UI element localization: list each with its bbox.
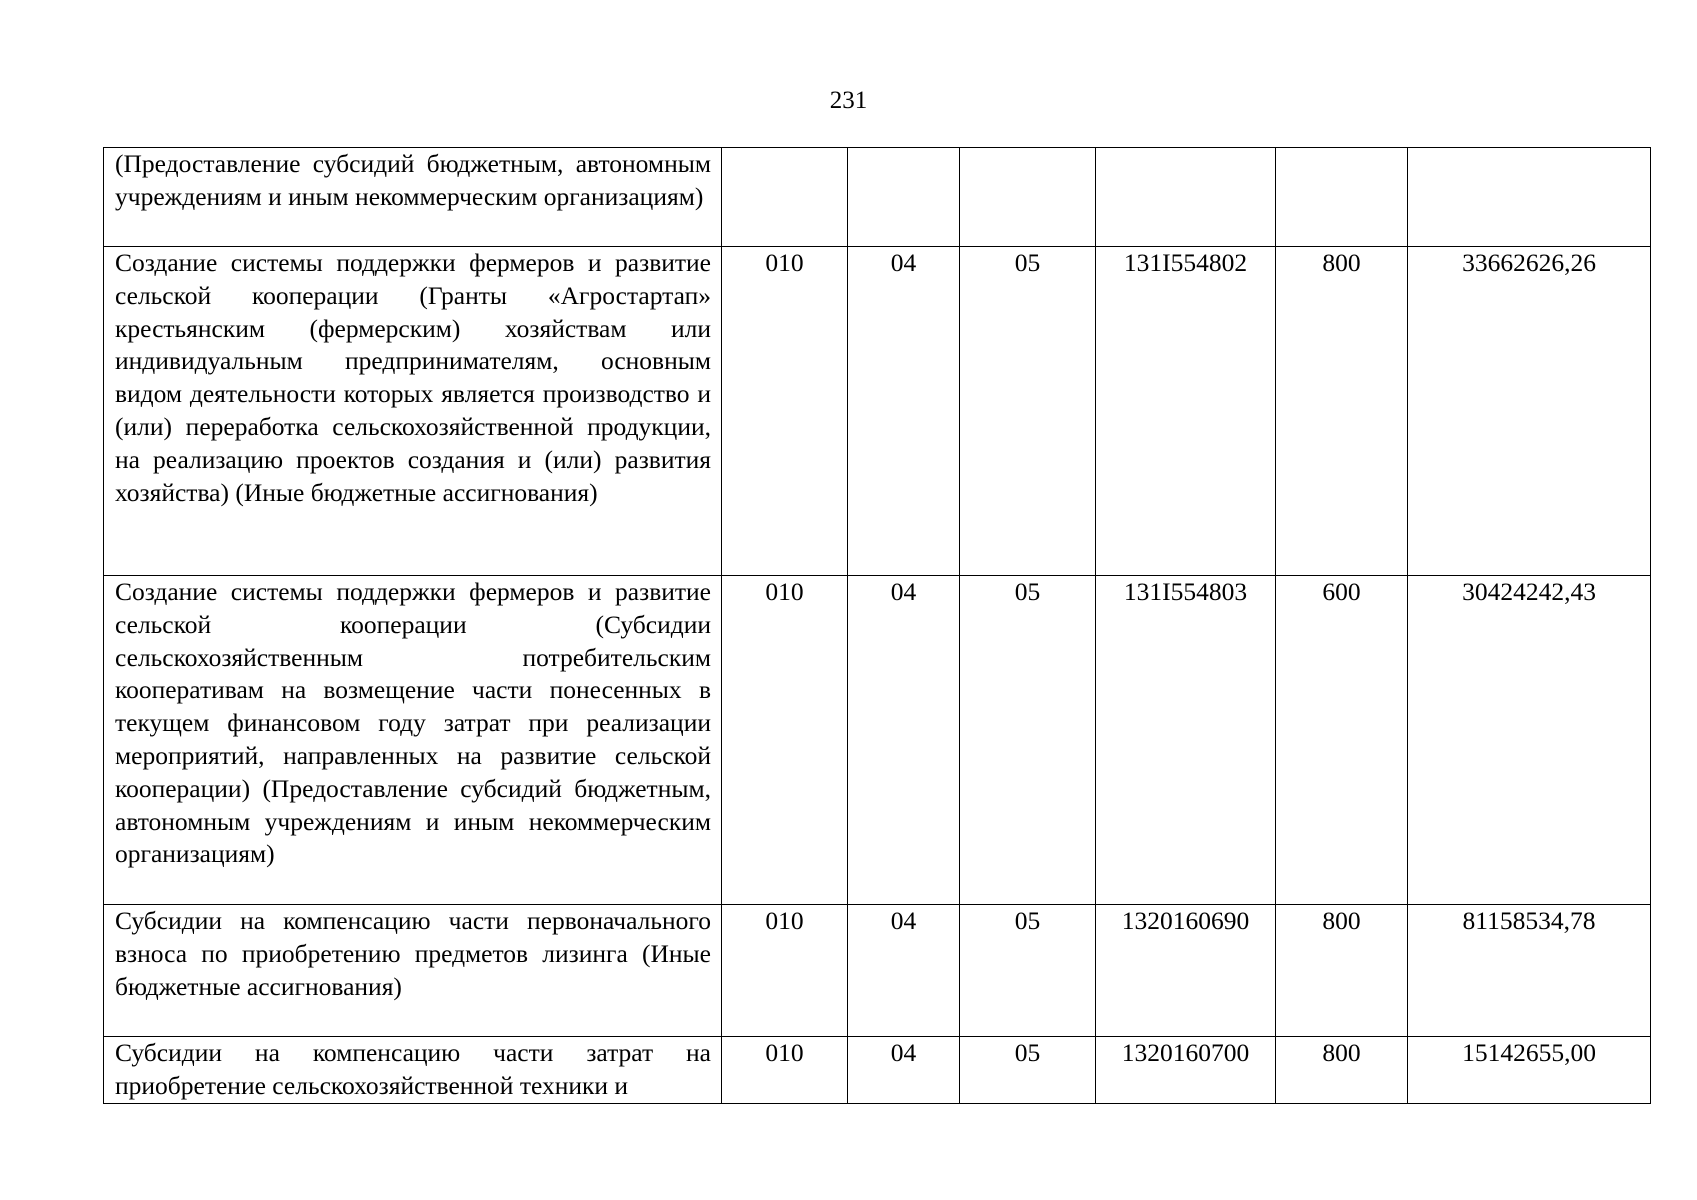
- target-article-cell: 1320160690: [1096, 905, 1276, 1037]
- subsection-code-cell: 05: [960, 247, 1096, 576]
- amount-cell: 15142655,00: [1408, 1037, 1651, 1104]
- amount-cell: 33662626,26: [1408, 247, 1651, 576]
- table-row: [104, 148, 1651, 247]
- section-code-cell: [848, 148, 960, 247]
- ministry-code-cell: 010: [722, 905, 848, 1037]
- description-cell: Создание системы поддержки фермеров и развитие сельской кооперации (Гранты «Агростартап» крестьянским (фермерским) хозяйствам или индивидуальным предпринимателям, основным видом деятельности которых является производство и (или) переработка сельскохозяйственной продукции, на реализацию проектов создания и (или) развития хозяйства) (Иные бюджетные ассигнования): [104, 247, 722, 576]
- ministry-code-cell: 010: [722, 247, 848, 576]
- subsection-code-cell: 05: [960, 576, 1096, 905]
- description-cell: (Предоставление субсидий бюджетным, автономным учреждениям и иным некоммерческим организациям): [104, 148, 722, 247]
- amount-cell: 30424242,43: [1408, 576, 1651, 905]
- amount-cell: 81158534,78: [1408, 905, 1651, 1037]
- table-row: [104, 247, 1651, 576]
- description-cell: Субсидии на компенсацию части затрат на приобретение сельскохозяйственной техники и: [104, 1037, 722, 1104]
- section-code-cell: 04: [848, 905, 960, 1037]
- amount-cell: [1408, 148, 1651, 247]
- ministry-code-cell: 010: [722, 576, 848, 905]
- ministry-code-cell: 010: [722, 1037, 848, 1104]
- section-code-cell: 04: [848, 1037, 960, 1104]
- target-article-cell: 131I554802: [1096, 247, 1276, 576]
- expense-type-cell: 800: [1276, 247, 1408, 576]
- expense-type-cell: [1276, 148, 1408, 247]
- target-article-cell: 1320160700: [1096, 1037, 1276, 1104]
- subsection-code-cell: [960, 148, 1096, 247]
- target-article-cell: [1096, 148, 1276, 247]
- budget-allocation-table: [103, 147, 1651, 1104]
- expense-type-cell: 600: [1276, 576, 1408, 905]
- subsection-code-cell: 05: [960, 905, 1096, 1037]
- table-row: [104, 576, 1651, 905]
- subsection-code-cell: 05: [960, 1037, 1096, 1104]
- expense-type-cell: 800: [1276, 1037, 1408, 1104]
- target-article-cell: 131I554803: [1096, 576, 1276, 905]
- section-code-cell: 04: [848, 247, 960, 576]
- expense-type-cell: 800: [1276, 905, 1408, 1037]
- ministry-code-cell: [722, 148, 848, 247]
- description-cell: Субсидии на компенсацию части первоначального взноса по приобретению предметов лизинга (Иные бюджетные ассигнования): [104, 905, 722, 1037]
- section-code-cell: 04: [848, 576, 960, 905]
- table-row: [104, 1037, 1651, 1104]
- page-number: 231: [829, 87, 868, 114]
- table-row: [104, 905, 1651, 1037]
- description-cell: Создание системы поддержки фермеров и развитие сельской кооперации (Субсидии сельскохозяйственным потребительским кооперативам на возмещение части понесенных в текущем финансовом году затрат при реализации мероприятий, направленных на развитие сельской кооперации) (Предоставление субсидий бюджетным, автономным учреждениям и иным некоммерческим организациям): [104, 576, 722, 905]
